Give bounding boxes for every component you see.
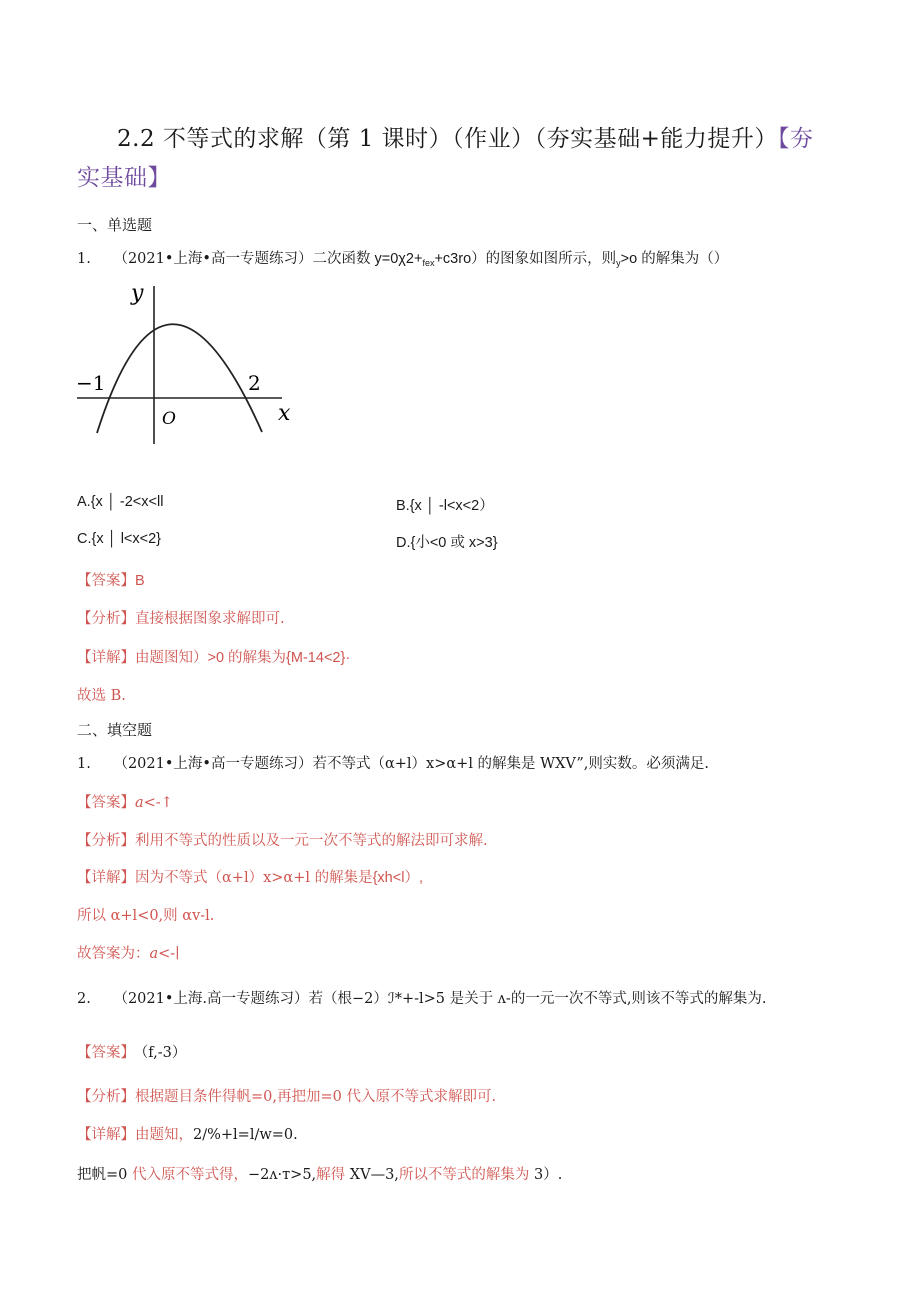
detail-tag: 【详解】	[77, 650, 135, 666]
x-axis-label: x	[278, 401, 291, 426]
last-text-e: XV—3,	[349, 1167, 399, 1183]
answer-value: a<-↑	[135, 795, 173, 811]
question-subscript: fex	[422, 258, 435, 268]
option-b[interactable]: B.{x │ -l<x<2）	[396, 498, 494, 514]
page-title	[117, 120, 813, 153]
question-number: 1.	[77, 756, 91, 772]
last-text-b: 代入原不等式得，	[131, 1167, 248, 1183]
parabola-curve	[97, 324, 262, 433]
analysis-text: 直接根据图象求解即可.	[135, 611, 285, 627]
answer-value: B	[135, 573, 145, 589]
q2-answer	[77, 791, 173, 812]
origin-label: O	[162, 409, 176, 429]
last-text-d: 解得	[316, 1167, 346, 1183]
last-text-c: −2ʌ·т>5,	[247, 1167, 317, 1183]
page-title-line2: 实基础】	[77, 165, 171, 191]
title-main: 2.2 不等式的求解（第 1 课时）（作业）（夯实基础+能力提升）	[117, 126, 778, 152]
q2-analysis	[77, 829, 488, 850]
q1-answer	[77, 569, 145, 590]
right-root-label: 2	[248, 371, 261, 395]
title-bracket: 【夯	[777, 126, 814, 152]
analysis-text: 根据题目条件得帆=0,	[135, 1089, 277, 1105]
q3-analysis	[77, 1085, 496, 1106]
question-text: 若不等式（α+l）x>α+l 的解集是 WXV”,则实数。必须满足.	[312, 756, 710, 772]
q2-line2	[77, 904, 214, 925]
q1-conclusion: 故选 B.	[77, 688, 126, 704]
question-number: 1.	[77, 251, 91, 267]
option-d[interactable]: D.{小<0 或 x>3}	[396, 535, 498, 551]
line2-text: 所以 α+l<0,	[77, 908, 164, 924]
parabola-graph	[70, 278, 310, 450]
question-subscript-2: y	[616, 258, 621, 268]
question-source: （2021•上海.高一专题练习）	[113, 991, 309, 1007]
q3-answer	[77, 1041, 186, 1062]
question-text: 二次函数 y=0χ2+	[312, 251, 423, 267]
option-c[interactable]: C.{x │ l<x<2}	[77, 531, 162, 547]
analysis-tag: 【分析】	[77, 611, 135, 627]
question-3-stem	[77, 987, 767, 1008]
answer-tag: 【答案】	[77, 573, 135, 589]
detail-text-2: {xh<l）,	[372, 870, 423, 886]
detail-text-2: 2∕%+l=l∕w=0.	[193, 1127, 298, 1143]
section-heading-fill-blank: 二、填空题	[77, 721, 153, 739]
left-root-label: −1	[76, 371, 106, 395]
detail-text: 由题图知）	[135, 650, 208, 666]
last-text-g: 3）.	[534, 1167, 563, 1183]
answer-tag: 【答案】	[77, 795, 135, 811]
final-value: a<-∣	[149, 946, 180, 962]
y-axis-label: y	[131, 281, 144, 306]
q1-detail	[77, 646, 350, 667]
last-text-a: 把帆=0	[77, 1167, 128, 1183]
question-text: 若（根−2）ℐ*+-l>5 是关于 ʌ-的一元一次不等式,则该不等式的解集为.	[308, 991, 767, 1007]
last-text-f: 所以不等式的解集为	[398, 1167, 530, 1183]
question-number: 2.	[77, 991, 91, 1007]
analysis-text: 利用不等式的性质以及一元一次不等式的解法即可求解.	[135, 833, 488, 849]
answer-value: （f,-3）	[141, 1045, 187, 1061]
section-heading-single-choice: 一、单选题	[77, 216, 153, 234]
q3-detail	[77, 1123, 298, 1144]
q2-detail	[77, 866, 423, 887]
q3-last-line	[77, 1163, 562, 1184]
final-text: 故答案为：	[77, 946, 150, 962]
question-source: （2021•上海•高一专题练习）	[113, 756, 313, 772]
detail-text-2: >0 的解集为{M-14<2}·	[207, 650, 351, 666]
question-2-stem	[77, 752, 709, 773]
option-a[interactable]: A.{x │ -2<x<ll	[77, 494, 164, 510]
answer-tag: 【答案】	[77, 1045, 135, 1061]
detail-text: 由题知，	[135, 1127, 193, 1143]
line2-text-2: 则 αv-l.	[163, 908, 215, 924]
analysis-tag: 【分析】	[77, 833, 135, 849]
detail-tag: 【详解】	[77, 1127, 135, 1143]
question-1-stem	[77, 247, 728, 268]
question-source: （2021•上海•高一专题练习）	[113, 251, 313, 267]
analysis-tag: 【分析】	[77, 1089, 135, 1105]
q2-final	[77, 942, 179, 963]
question-text-3: >o 的解集为（）	[620, 251, 729, 267]
question-text-2: +c3ro）的图象如图所示，则	[434, 251, 617, 267]
analysis-text-2: 再把加=0 代入原不等式求解即可.	[276, 1089, 497, 1105]
q1-analysis	[77, 607, 285, 628]
detail-text: 因为不等式（α+l）x>α+l 的解集是	[135, 870, 373, 886]
detail-tag: 【详解】	[77, 870, 135, 886]
